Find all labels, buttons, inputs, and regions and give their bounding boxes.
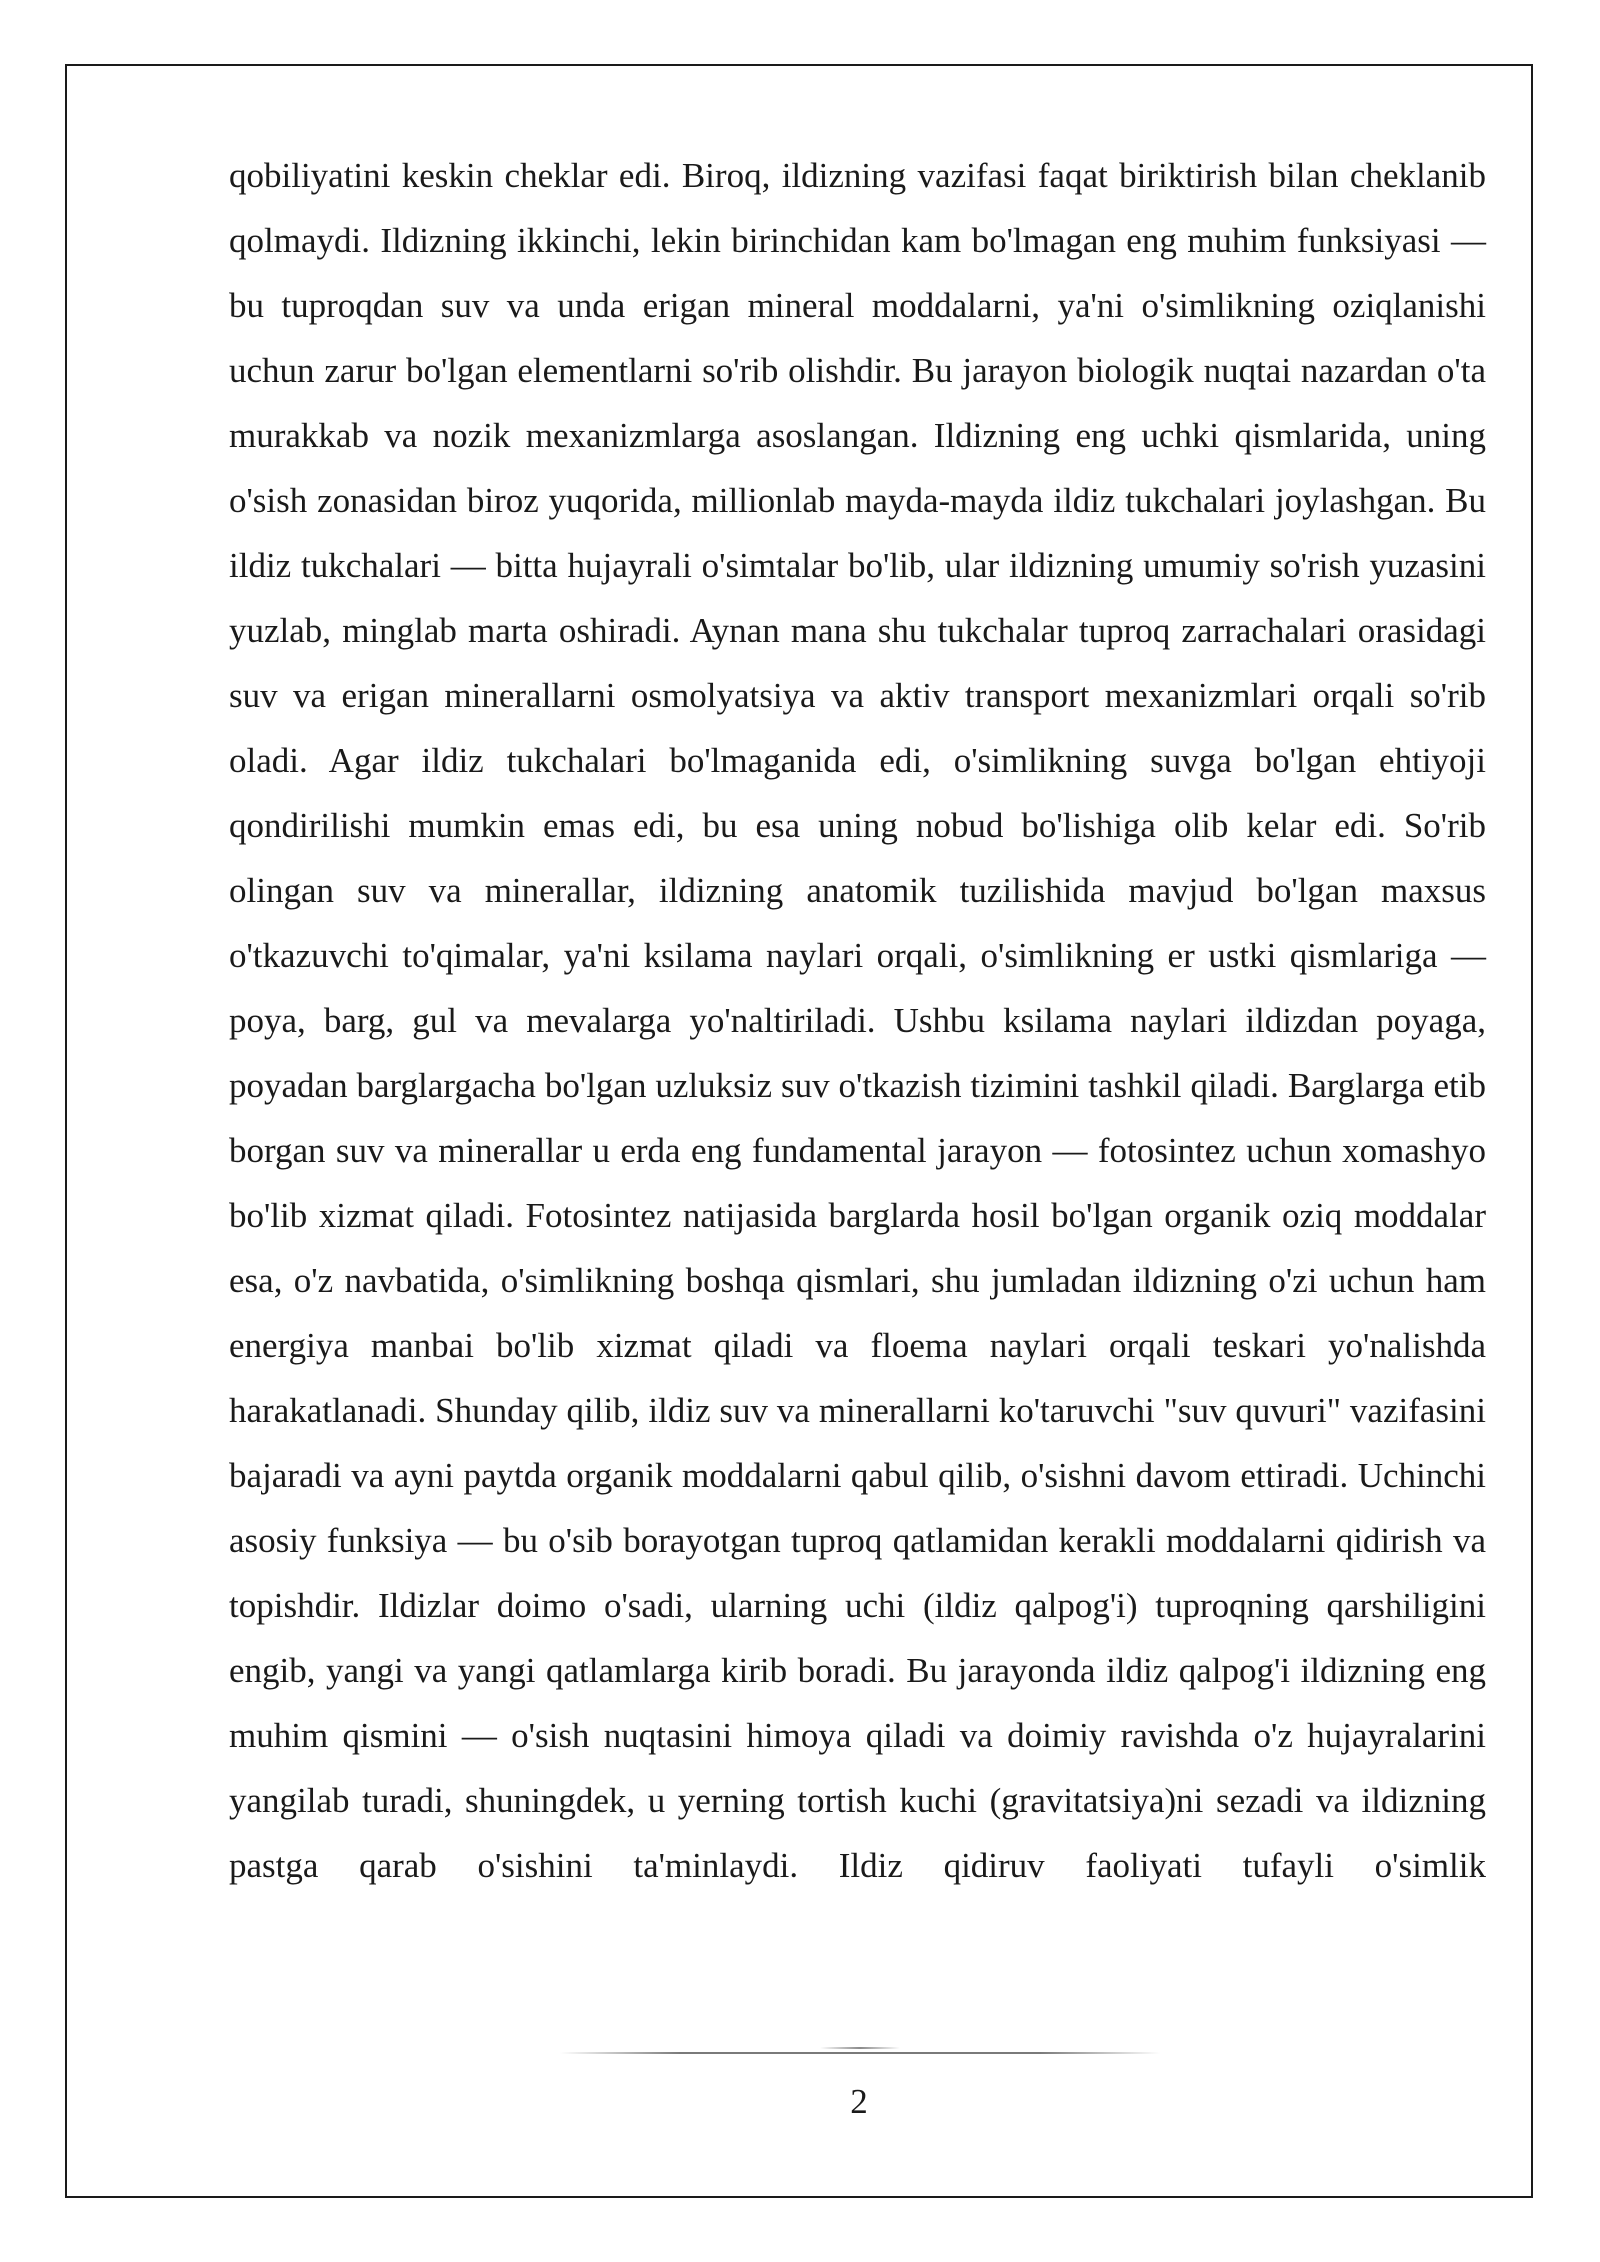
page-number: 2 (850, 2082, 868, 2121)
body-paragraph: qobiliyatini keskin cheklar edi. Biroq, ildizning vazifasi faqat biriktirish bilan cheklanib qolmaydi. Ildizning ikkinchi, lekin birinchidan kam bo'lmagan eng muhim funksiyasi — bu tuproqdan suv va unda erigan mineral moddalarni, ya'ni o'simlikning oziqlanishi uchun zarur bo'lgan elementlarni so'rib olishdir. Bu jarayon biologik nuqtai nazardan o'ta murakkab va nozik mexanizmlarga asoslangan. Ildizning eng uchki qismlarida, uning o'sish zonasidan biroz yuqorida, millionlab mayda-mayda ildiz tukchalari joylashgan. Bu ildiz tukchalari — bitta hujayrali o'simtalar bo'lib, ular ildizning umumiy so'rish yuzasini yuzlab, minglab marta oshiradi. Aynan mana shu tukchalar tuproq zarrachalari orasidagi suv va erigan minerallarni osmolyatsiya va aktiv transport mexanizmlari orqali so'rib oladi. Agar ildiz tukchalari bo'lmaganida edi, o'simlikning suvga bo'lgan ehtiyoji qondirilishi mumkin emas edi, bu esa uning nobud bo'lishiga olib kelar edi. So'rib olingan suv va minerallar, ildizning anatomik tuzilishida mavjud bo'lgan maxsus o'tkazuvchi to'qimalar, ya'ni ksilama naylari orqali, o'simlikning er ustki qismlariga — poya, barg, gul va mevalarga yo'naltiriladi. Ushbu ksilama naylari ildizdan poyaga, poyadan barglargacha bo'lgan uzluksiz suv o'tkazish tizimini tashkil qiladi. Barglarga etib borgan suv va minerallar u erda eng fundamental jarayon — fotosintez uchun xomashyo bo'lib xizmat qiladi. Fotosintez natijasida barglarda hosil bo'lgan organik oziq moddalar esa, o'z navbatida, o'simlikning boshqa qismlari, shu jumladan ildizning o'zi uchun ham energiya manbai bo'lib xizmat qiladi va floema naylari orqali teskari yo'nalishda harakatlanadi. Shunday qilib, ildiz suv va minerallarni ko'taruvchi "suv quvuri" vazifasini bajaradi va ayni paytda organik moddalarni qabul qilib, o'sishni davom ettiradi. Uchinchi asosiy funksiya — bu o'sib borayotgan tuproq qatlamidan kerakli moddalarni qidirish va topishdir. Ildizlar doimo o'sadi, ularning uchi (ildiz qalpog'i) tuproqning qarshiligini engib, yangi va yangi qatlamlarga kirib boradi. Bu jarayonda ildiz qalpog'i ildizning eng muhim qismini — o'sish nuqtasini himoya qiladi va doimiy ravishda o'z hujayralarini yangilab turadi, shuningdek, u yerning tortish kuchi (gravitatsiya)ni sezadi va ildizning pastga qarab o'sishini ta'minlaydi. Ildiz qidiruv faoliyati tufayli o'simlik (229, 156, 1486, 1885)
footer-divider (560, 2052, 1160, 2054)
footer-divider-accent (820, 2047, 900, 2049)
